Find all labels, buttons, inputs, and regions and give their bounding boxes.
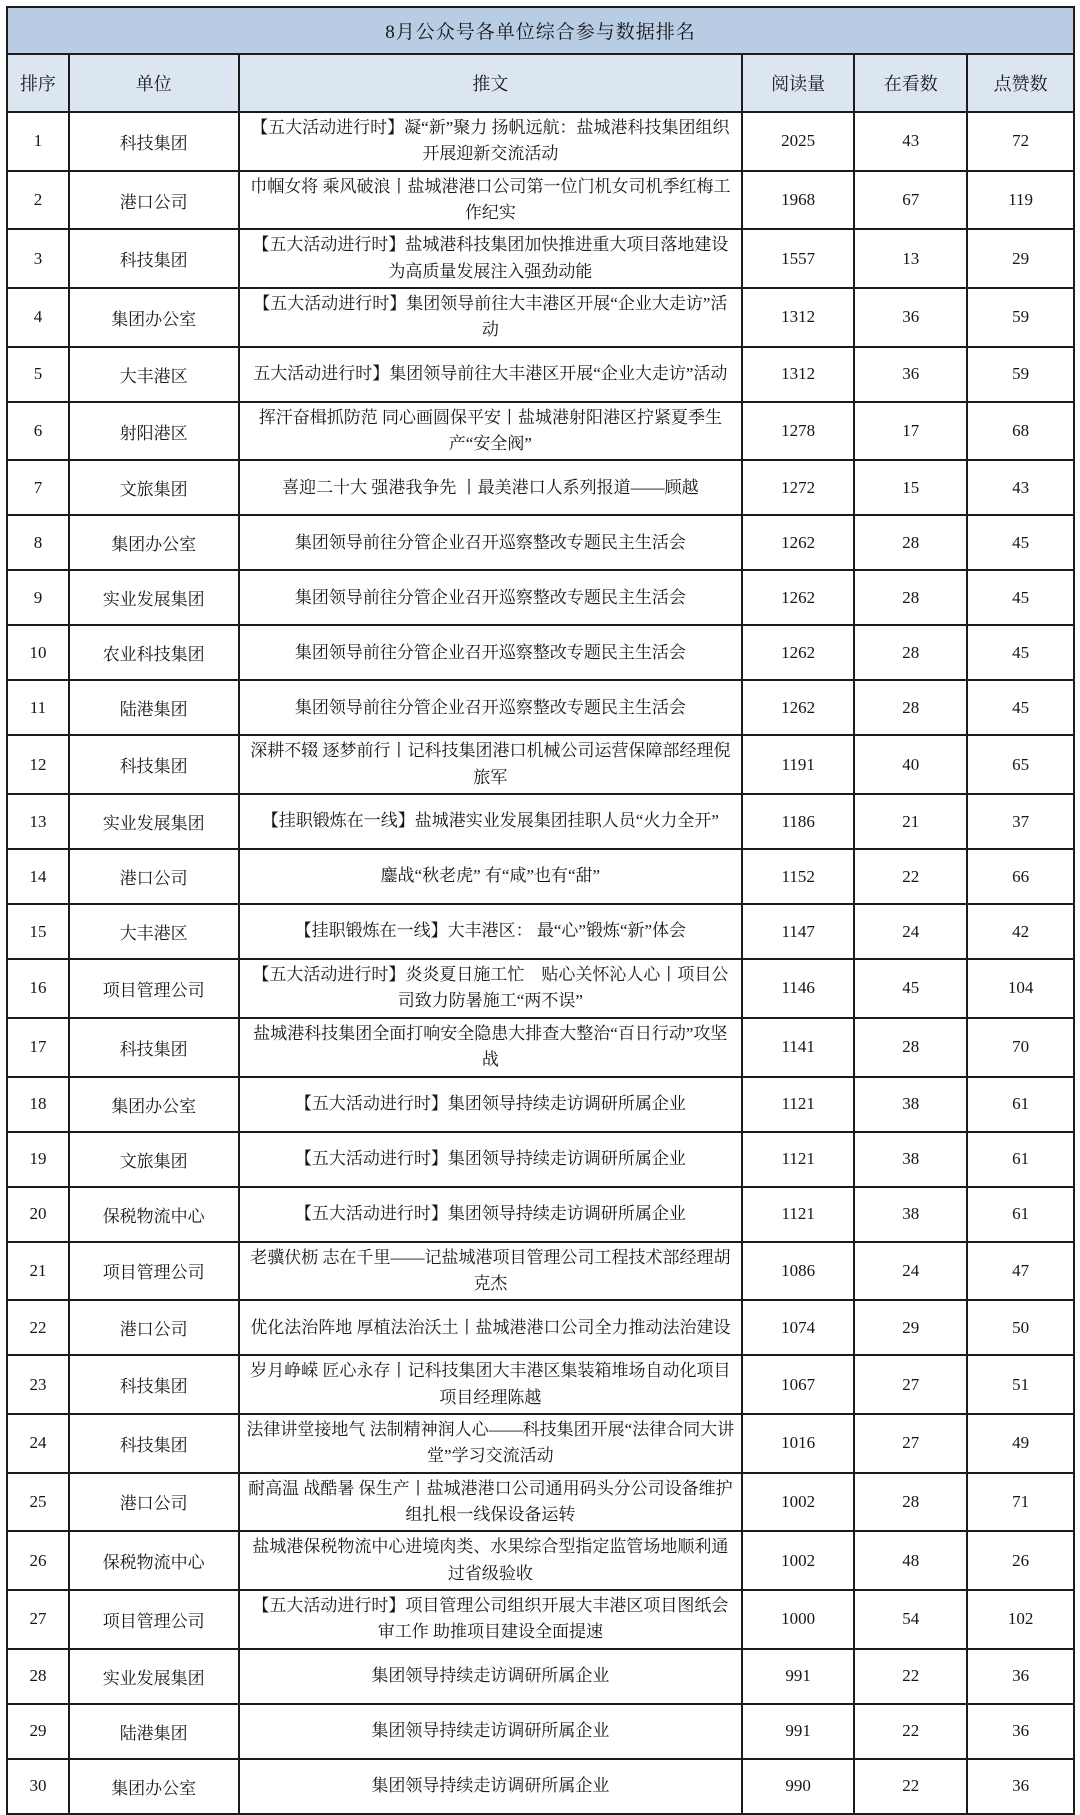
post-title-cell: 【五大活动进行时】项目管理公司组织开展大丰港区项目图纸会审工作 助推项目建设全面提速 [239,1590,743,1649]
unit-cell: 文旅集团 [69,460,239,515]
post-title-cell: 挥汗奋楫抓防范 同心画圆保平安丨盐城港射阳港区拧紧夏季生产“安全阀” [239,402,743,461]
table-row [7,570,1074,625]
rank-cell: 11 [7,680,69,735]
table-row [7,288,1074,347]
unit-cell: 港口公司 [69,849,239,904]
unit-cell: 实业发展集团 [69,570,239,625]
unit-cell: 集团办公室 [69,515,239,570]
table-title-row [7,7,1074,54]
post-title-cell: 巾帼女将 乘风破浪丨盐城港港口公司第一位门机女司机季红梅工作纪实 [239,171,743,230]
post-title-cell: 【五大活动进行时】炎炎夏日施工忙 贴心关怀沁人心丨项目公司致力防暑施工“两不误” [239,959,743,1018]
rank-cell: 8 [7,515,69,570]
reads-cell: 1557 [742,229,854,288]
likes-cell: 36 [967,1759,1074,1814]
ranking-table [6,6,1075,1815]
rank-cell: 1 [7,112,69,171]
post-title-cell: 【五大活动进行时】集团领导持续走访调研所属企业 [239,1187,743,1242]
reads-cell: 1262 [742,680,854,735]
table-row [7,680,1074,735]
unit-cell: 港口公司 [69,1473,239,1532]
post-title-cell: 集团领导前往分管企业召开巡察整改专题民主生活会 [239,625,743,680]
post-title-cell: 【五大活动进行时】凝“新”聚力 扬帆远航：盐城港科技集团组织开展迎新交流活动 [239,112,743,171]
rank-cell: 20 [7,1187,69,1242]
post-title-cell: 岁月峥嵘 匠心永存丨记科技集团大丰港区集装箱堆场自动化项目项目经理陈越 [239,1355,743,1414]
unit-cell: 港口公司 [69,1300,239,1355]
reads-cell: 1121 [742,1132,854,1187]
unit-cell: 科技集团 [69,1355,239,1414]
rank-cell: 10 [7,625,69,680]
column-header-post: 推文 [239,54,743,112]
unit-cell: 集团办公室 [69,1759,239,1814]
post-title-cell: 法律讲堂接地气 法制精神润人心——科技集团开展“法律合同大讲堂”学习交流活动 [239,1414,743,1473]
unit-cell: 科技集团 [69,229,239,288]
post-title-cell: 【五大活动进行时】集团领导持续走访调研所属企业 [239,1077,743,1132]
rank-cell: 26 [7,1531,69,1590]
unit-cell: 保税物流中心 [69,1531,239,1590]
watching-cell: 36 [854,347,967,402]
watching-cell: 28 [854,1473,967,1532]
reads-cell: 1016 [742,1414,854,1473]
reads-cell: 991 [742,1704,854,1759]
table-row [7,515,1074,570]
watching-cell: 38 [854,1077,967,1132]
reads-cell: 1312 [742,347,854,402]
watching-cell: 36 [854,288,967,347]
rank-cell: 18 [7,1077,69,1132]
reads-cell: 1146 [742,959,854,1018]
table-row [7,171,1074,230]
table-row [7,794,1074,849]
table-row [7,229,1074,288]
watching-cell: 22 [854,1704,967,1759]
rank-cell: 27 [7,1590,69,1649]
watching-cell: 48 [854,1531,967,1590]
table-row [7,1473,1074,1532]
watching-cell: 29 [854,1300,967,1355]
likes-cell: 51 [967,1355,1074,1414]
table-row [7,959,1074,1018]
table-header-row [7,54,1074,112]
reads-cell: 1002 [742,1473,854,1532]
post-title-cell: 耐高温 战酷暑 保生产丨盐城港港口公司通用码头分公司设备维护组扎根一线保设备运转 [239,1473,743,1532]
likes-cell: 49 [967,1414,1074,1473]
table-row [7,1759,1074,1814]
table-title: 8月公众号各单位综合参与数据排名 [7,7,1074,54]
likes-cell: 45 [967,570,1074,625]
column-header-watching: 在看数 [854,54,967,112]
watching-cell: 43 [854,112,967,171]
table-row [7,1018,1074,1077]
watching-cell: 38 [854,1132,967,1187]
rank-cell: 19 [7,1132,69,1187]
rank-cell: 15 [7,904,69,959]
reads-cell: 1147 [742,904,854,959]
table-row [7,347,1074,402]
likes-cell: 65 [967,735,1074,794]
likes-cell: 102 [967,1590,1074,1649]
unit-cell: 射阳港区 [69,402,239,461]
post-title-cell: 优化法治阵地 厚植法治沃土丨盐城港港口公司全力推动法治建设 [239,1300,743,1355]
likes-cell: 61 [967,1077,1074,1132]
reads-cell: 1262 [742,515,854,570]
unit-cell: 科技集团 [69,1018,239,1077]
reads-cell: 1186 [742,794,854,849]
rank-cell: 3 [7,229,69,288]
rank-cell: 9 [7,570,69,625]
post-title-cell: 集团领导持续走访调研所属企业 [239,1704,743,1759]
watching-cell: 28 [854,680,967,735]
table-row [7,904,1074,959]
table-row [7,849,1074,904]
post-title-cell: 老骥伏枥 志在千里——记盐城港项目管理公司工程技术部经理胡克杰 [239,1242,743,1301]
post-title-cell: 【五大活动进行时】集团领导持续走访调研所属企业 [239,1132,743,1187]
reads-cell: 1086 [742,1242,854,1301]
post-title-cell: 集团领导持续走访调研所属企业 [239,1759,743,1814]
likes-cell: 59 [967,288,1074,347]
watching-cell: 22 [854,1649,967,1704]
unit-cell: 集团办公室 [69,288,239,347]
rank-cell: 23 [7,1355,69,1414]
watching-cell: 28 [854,515,967,570]
table-row [7,460,1074,515]
unit-cell: 陆港集团 [69,680,239,735]
unit-cell: 项目管理公司 [69,1590,239,1649]
watching-cell: 38 [854,1187,967,1242]
reads-cell: 1121 [742,1077,854,1132]
unit-cell: 实业发展集团 [69,794,239,849]
likes-cell: 47 [967,1242,1074,1301]
rank-cell: 21 [7,1242,69,1301]
table-row [7,402,1074,461]
post-title-cell: 集团领导持续走访调研所属企业 [239,1649,743,1704]
rank-cell: 22 [7,1300,69,1355]
unit-cell: 港口公司 [69,171,239,230]
watching-cell: 28 [854,1018,967,1077]
likes-cell: 45 [967,625,1074,680]
rank-cell: 14 [7,849,69,904]
reads-cell: 990 [742,1759,854,1814]
likes-cell: 61 [967,1187,1074,1242]
reads-cell: 1278 [742,402,854,461]
table-body [7,112,1074,1814]
unit-cell: 大丰港区 [69,904,239,959]
post-title-cell: 集团领导前往分管企业召开巡察整改专题民主生活会 [239,680,743,735]
watching-cell: 28 [854,570,967,625]
likes-cell: 68 [967,402,1074,461]
post-title-cell: 盐城港科技集团全面打响安全隐患大排查大整治“百日行动”攻坚战 [239,1018,743,1077]
table-row [7,1077,1074,1132]
rank-cell: 28 [7,1649,69,1704]
rank-cell: 25 [7,1473,69,1532]
rank-cell: 17 [7,1018,69,1077]
reads-cell: 1074 [742,1300,854,1355]
post-title-cell: 【五大活动进行时】盐城港科技集团加快推进重大项目落地建设为高质量发展注入强劲动能 [239,229,743,288]
watching-cell: 15 [854,460,967,515]
likes-cell: 43 [967,460,1074,515]
table-row [7,1242,1074,1301]
rank-cell: 13 [7,794,69,849]
watching-cell: 22 [854,849,967,904]
unit-cell: 科技集团 [69,1414,239,1473]
unit-cell: 项目管理公司 [69,1242,239,1301]
likes-cell: 45 [967,680,1074,735]
likes-cell: 70 [967,1018,1074,1077]
reads-cell: 1262 [742,570,854,625]
post-title-cell: 【挂职锻炼在一线】盐城港实业发展集团挂职人员“火力全开” [239,794,743,849]
rank-cell: 12 [7,735,69,794]
column-header-unit: 单位 [69,54,239,112]
reads-cell: 1968 [742,171,854,230]
reads-cell: 1121 [742,1187,854,1242]
post-title-cell: 喜迎二十大 强港我争先 丨最美港口人系列报道——顾越 [239,460,743,515]
likes-cell: 45 [967,515,1074,570]
table-row [7,1531,1074,1590]
reads-cell: 1191 [742,735,854,794]
likes-cell: 104 [967,959,1074,1018]
watching-cell: 22 [854,1759,967,1814]
unit-cell: 陆港集团 [69,1704,239,1759]
rank-cell: 5 [7,347,69,402]
unit-cell: 集团办公室 [69,1077,239,1132]
reads-cell: 1152 [742,849,854,904]
table-row [7,1187,1074,1242]
column-header-rank: 排序 [7,54,69,112]
table-row [7,1590,1074,1649]
watching-cell: 54 [854,1590,967,1649]
table-row [7,1704,1074,1759]
reads-cell: 1312 [742,288,854,347]
rank-cell: 7 [7,460,69,515]
unit-cell: 科技集团 [69,735,239,794]
watching-cell: 24 [854,1242,967,1301]
watching-cell: 40 [854,735,967,794]
post-title-cell: 五大活动进行时】集团领导前往大丰港区开展“企业大走访”活动 [239,347,743,402]
unit-cell: 实业发展集团 [69,1649,239,1704]
table-row [7,1649,1074,1704]
likes-cell: 61 [967,1132,1074,1187]
likes-cell: 26 [967,1531,1074,1590]
likes-cell: 29 [967,229,1074,288]
likes-cell: 72 [967,112,1074,171]
watching-cell: 13 [854,229,967,288]
column-header-likes: 点赞数 [967,54,1074,112]
unit-cell: 项目管理公司 [69,959,239,1018]
likes-cell: 71 [967,1473,1074,1532]
likes-cell: 59 [967,347,1074,402]
post-title-cell: 盐城港保税物流中心进境肉类、水果综合型指定监管场地顺利通过省级验收 [239,1531,743,1590]
unit-cell: 文旅集团 [69,1132,239,1187]
rank-cell: 24 [7,1414,69,1473]
rank-cell: 29 [7,1704,69,1759]
watching-cell: 27 [854,1414,967,1473]
column-header-reads: 阅读量 [742,54,854,112]
unit-cell: 科技集团 [69,112,239,171]
reads-cell: 1000 [742,1590,854,1649]
rank-cell: 16 [7,959,69,1018]
watching-cell: 45 [854,959,967,1018]
table-row [7,112,1074,171]
watching-cell: 27 [854,1355,967,1414]
table-row [7,625,1074,680]
unit-cell: 大丰港区 [69,347,239,402]
table-row [7,735,1074,794]
unit-cell: 农业科技集团 [69,625,239,680]
post-title-cell: 深耕不辍 逐梦前行丨记科技集团港口机械公司运营保障部经理倪旅军 [239,735,743,794]
rank-cell: 6 [7,402,69,461]
likes-cell: 36 [967,1704,1074,1759]
watching-cell: 17 [854,402,967,461]
rank-cell: 2 [7,171,69,230]
watching-cell: 28 [854,625,967,680]
likes-cell: 36 [967,1649,1074,1704]
likes-cell: 119 [967,171,1074,230]
watching-cell: 24 [854,904,967,959]
post-title-cell: 集团领导前往分管企业召开巡察整改专题民主生活会 [239,515,743,570]
reads-cell: 1002 [742,1531,854,1590]
post-title-cell: 鏖战“秋老虎” 有“咸”也有“甜” [239,849,743,904]
rank-cell: 4 [7,288,69,347]
post-title-cell: 【挂职锻炼在一线】大丰港区： 最“心”锻炼“新”体会 [239,904,743,959]
reads-cell: 2025 [742,112,854,171]
post-title-cell: 集团领导前往分管企业召开巡察整改专题民主生活会 [239,570,743,625]
rank-cell: 30 [7,1759,69,1814]
table-row [7,1300,1074,1355]
watching-cell: 21 [854,794,967,849]
likes-cell: 42 [967,904,1074,959]
unit-cell: 保税物流中心 [69,1187,239,1242]
table-row [7,1132,1074,1187]
table-row [7,1414,1074,1473]
table-row [7,1355,1074,1414]
reads-cell: 1262 [742,625,854,680]
reads-cell: 991 [742,1649,854,1704]
likes-cell: 66 [967,849,1074,904]
reads-cell: 1067 [742,1355,854,1414]
post-title-cell: 【五大活动进行时】集团领导前往大丰港区开展“企业大走访”活动 [239,288,743,347]
likes-cell: 50 [967,1300,1074,1355]
reads-cell: 1141 [742,1018,854,1077]
reads-cell: 1272 [742,460,854,515]
likes-cell: 37 [967,794,1074,849]
watching-cell: 67 [854,171,967,230]
